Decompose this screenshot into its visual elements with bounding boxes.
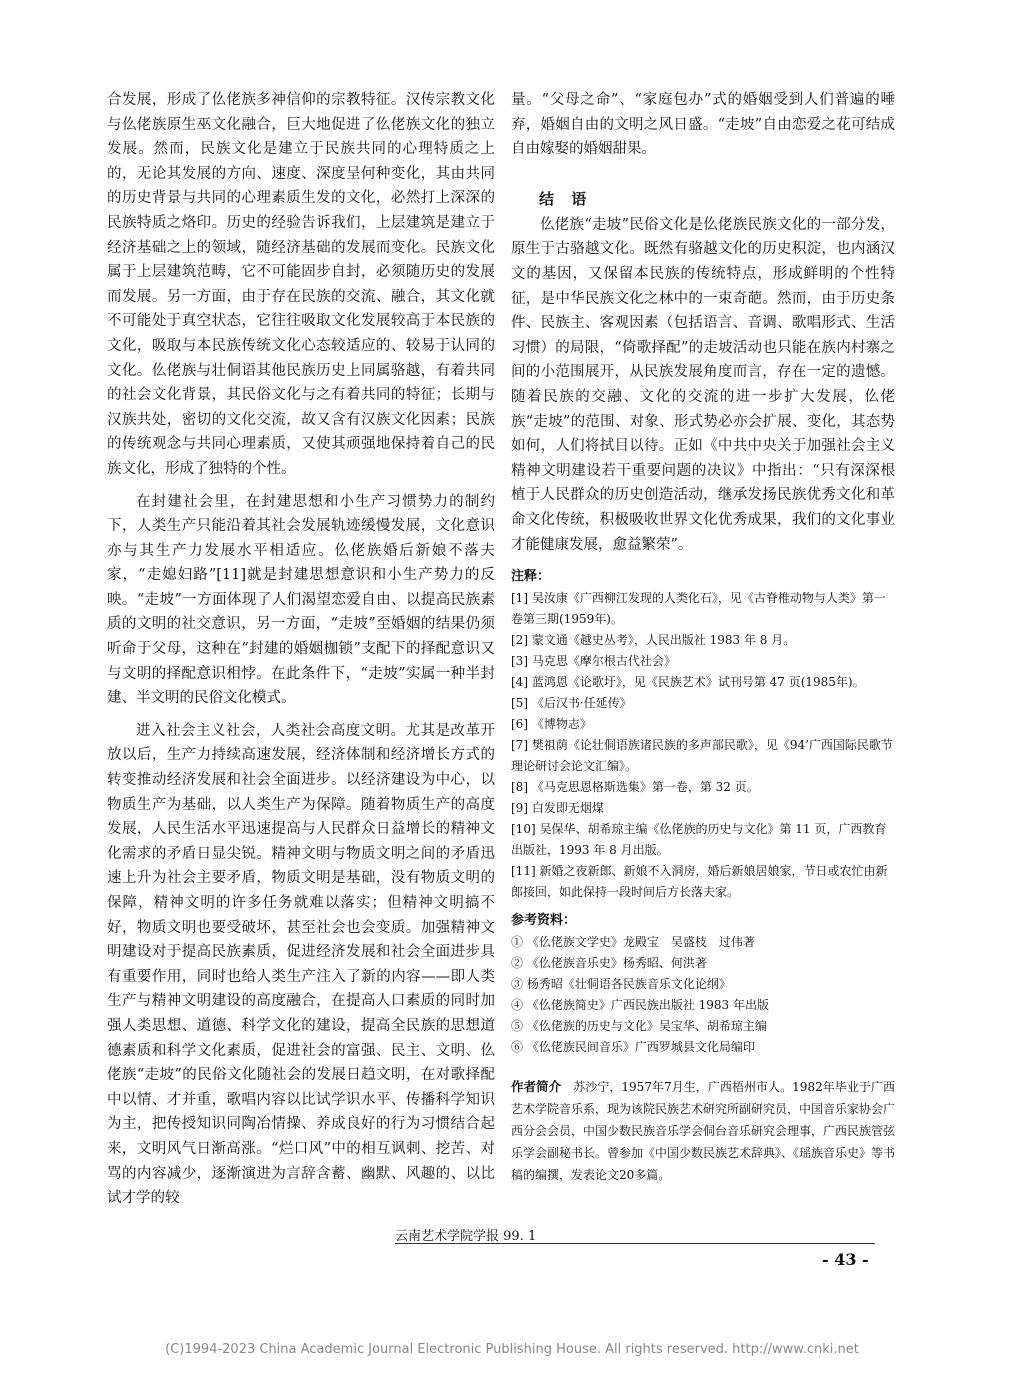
footer-rule — [395, 1243, 875, 1244]
author-text: 苏沙宁，1957年7月生，广西梧州市人。1982年毕业于广西艺术学院音乐系，现为该院民族艺术研究所副研究员，中国音乐家协会广西分会会员，中国少数民族音乐学会侗台音乐研究会理事，广西民族管弦乐学会副秘书长。曾参加《中国少数民族艺术辞典》、《瑶族音乐史》等书稿的编撰，发表论文20多篇。 — [511, 1080, 896, 1183]
ref-1: ① 《仫佬族文学史》龙殿宝 吴盛枝 过伟著 — [511, 935, 755, 950]
note-2: [2] 蒙文通《越史丛考》，人民出版社 1983 年 8 月。 — [511, 633, 796, 648]
note-9: [9] 白发即无烟煤 — [511, 801, 604, 816]
left-para-2: 在封建社会里，在封建思想和小生产习惯势力的制约下，人类生产只能沿着其社会发展轨迹缓慢发展，文化意识亦与其生产力发展水平相适应。仫佬族婚后新娘不落夫家，“走媳妇路”[11]就是封建思想意识和小生产势力的反映。“走坡”一方面体现了人们渴望恋爱自由、以提高民族素质的文明的社交意识，另一方面，“走坡”至婚姻的结果仍须听命于父母，这种在“封建的婚姻枷锁”支配下的择配意识又与文明的择配意识相悖。在此条件下，“走坡”实属一种半封建、半文明的民俗文化模式。 — [107, 493, 495, 707]
right-column — [511, 88, 895, 1186]
notes-label: 注释： — [511, 569, 551, 585]
copyright: (C)1994-2023 China Academic Journal Electronic Publishing House. All rights reserved. http://www.cnki.net — [165, 1342, 859, 1357]
refs-label: 参考资料： — [511, 913, 577, 929]
conclusion-heading: 结 语 — [539, 189, 593, 208]
ref-4: ④ 《仫佬族简史》广西民族出版社 1983 年出版 — [511, 998, 769, 1013]
note-5: [5] 《后汉书·任延传》 — [511, 696, 632, 711]
note-10: [10] 吴保华、胡希琼主编《仫佬族的历史与文化》第 11 页，广西教育出版社，1993 年 8 月出版。 — [511, 822, 887, 858]
page-number: - 43 - — [822, 1250, 869, 1269]
left-para-1: 合发展，形成了仫佬族多神信仰的宗教特征。汉传宗教文化与仫佬族原生巫文化融合，巨大地促进了仫佬族文化的独立发展。然而，民族文化是建立于民族共同的心理特质之上的，无论其发展的方向、速度、深度呈何种变化，其由共同的历史背景与共同的心理素质生发的文化，必然打上深深的民族特质之烙印。历史的经验告诉我们，上层建筑是建立于经济基础之上的领域，随经济基础的发展而变化。民族文化属于上层建筑范畴，它不可能固步自封，必须随历史的发展而发展。另一方面，由于存在民族的交流、融合，其文化就不可能处于真空状态，它往往吸取文化发展较高于本民族的文化，吸取与本民族传统文化心态较适应的、较易于认同的文化。仫佬族与壮侗语其他民族历史上同属骆越，有着共同的社会文化背景，其民俗文化与之有着共同的特征；长期与汉族共处，密切的文化交流，故又含有汉族文化因素；民族的传统观念与共同心理素质，又使其顽强地保持着自己的民族文化，形成了独特的个性。 — [107, 92, 495, 477]
right-para-1: 量。“父母之命”、“家庭包办”式的婚姻受到人们普遍的唾弃，婚姻自由的文明之风日盛。“走坡”自由恋爱之花可结成自由嫁娶的婚姻甜果。 — [511, 92, 895, 158]
note-1: [1] 吴汝康《广西柳江发现的人类化石》，见《古脊椎动物与人类》第一卷第三期(1959年)。 — [511, 591, 886, 627]
author-bio — [511, 1076, 895, 1186]
journal-title: 云南艺术学院学报 99. 1 — [395, 1229, 537, 1244]
ref-5: ⑤ 《仫佬族的历史与文化》吴宝华、胡希琼主编 — [511, 1019, 767, 1034]
author-label: 作者简介 — [511, 1079, 562, 1095]
left-column — [107, 88, 495, 1219]
note-4: [4] 蓝鸿恩《论歌圩》，见《民族艺术》试刊号第 47 页(1985年)。 — [511, 675, 865, 690]
left-para-3: 进入社会主义社会，人类社会高度文明。尤其是改革开放以后，生产力持续高速发展，经济体制和经济增长方式的转变推动经济发展和社会全面进步。以经济建设为中心，以物质生产为基础，以人类生产为保障。随着物质生产的高度发展，人民生活水平迅速提高与人民群众日益增长的精神文化需求的矛盾日显尖锐。精神文明与物质文明之间的矛盾迅速上升为社会主要矛盾，物质文明是基础，没有物质文明的保障，精神文明的许多任务就难以落实；但精神文明搞不好，物质文明也要受破坏，甚至社会也会变质。加强精神文明建设对于提高民族素质，促进经济发展和社会全面进步具有重要作用，同时也给人类生产注入了新的内容——即人类生产与精神文明建设的高度融合，在提高人口素质的同时加强人类思想、道德、科学文化的建设，提高全民族的思想道德素质和科学文化素质，促进社会的富强、民主、文明、仫佬族“走坡”的民俗文化随社会的发展日趋文明，在对歌择配中以情、才并重，歌唱内容以比试学识水平、传播科学知识为主，把传授知识同陶冶情操、养成良好的行为习惯结合起来，文明风气日渐高涨。“烂口风”中的相互讽刺、挖苦、对骂的内容减少，逐渐演进为言辞含蓄、幽默、风趣的、以比试才学的较 — [107, 722, 495, 1207]
ref-2: ② 《仫佬族音乐史》杨秀昭、何洪著 — [511, 956, 707, 971]
ref-6: ⑥ 《仫佬族民间音乐》广西罗城县文化局编印 — [511, 1040, 755, 1055]
note-11: [11] 新婚之夜新郎、新娘不入洞房，婚后新娘居娘家，节日或农忙由新郎接回，如此保持一段时间后方长落夫家。 — [511, 864, 888, 900]
note-8: [8] 《马克思恩格斯选集》第一卷，第 32 页。 — [511, 780, 759, 795]
note-7: [7] 樊祖荫《论壮侗语族诸民族的多声部民歌》，见《94’广西国际民歌节理论研讨会论文汇编》。 — [511, 738, 893, 774]
note-6: [6] 《博物志》 — [511, 717, 592, 732]
ref-3: ③ 杨秀昭《壮侗语各民族音乐文化论纲》 — [511, 977, 731, 992]
note-3: [3] 马克思《摩尔根古代社会》 — [511, 654, 676, 669]
conclusion-para: 仫佬族“走坡”民俗文化是仫佬族民族文化的一部分发，原生于古骆越文化。既然有骆越文化的历史积淀，也内涵汉文的基因，又保留本民族的传统特点，形成鲜明的个性特征，是中华民族文化之林中的一束奇葩。然而，由于历史条件、民族主、客观因素（包括语言、音调、歌唱形式、生活习惯）的局限，“倚歌择配”的走坡活动也只能在族内村寨之间的小范围展开，从民族发展角度而言，存在一定的遗憾。随着民族的交融、文化的交流的进一步扩大发展，仫佬族“走坡”的范围、对象、形式势必亦会扩展、变化，其态势如何，人们将拭目以待。正如《中共中央关于加强社会主义精神文明建设若干重要问题的决议》中指出：“只有深深根植于人民群众的历史创造活动，继承发扬民族优秀文化和革命文化传统，积极吸收世界文化优秀成果，我们的文化事业才能健康发展，愈益繁荣”。 — [511, 216, 895, 553]
